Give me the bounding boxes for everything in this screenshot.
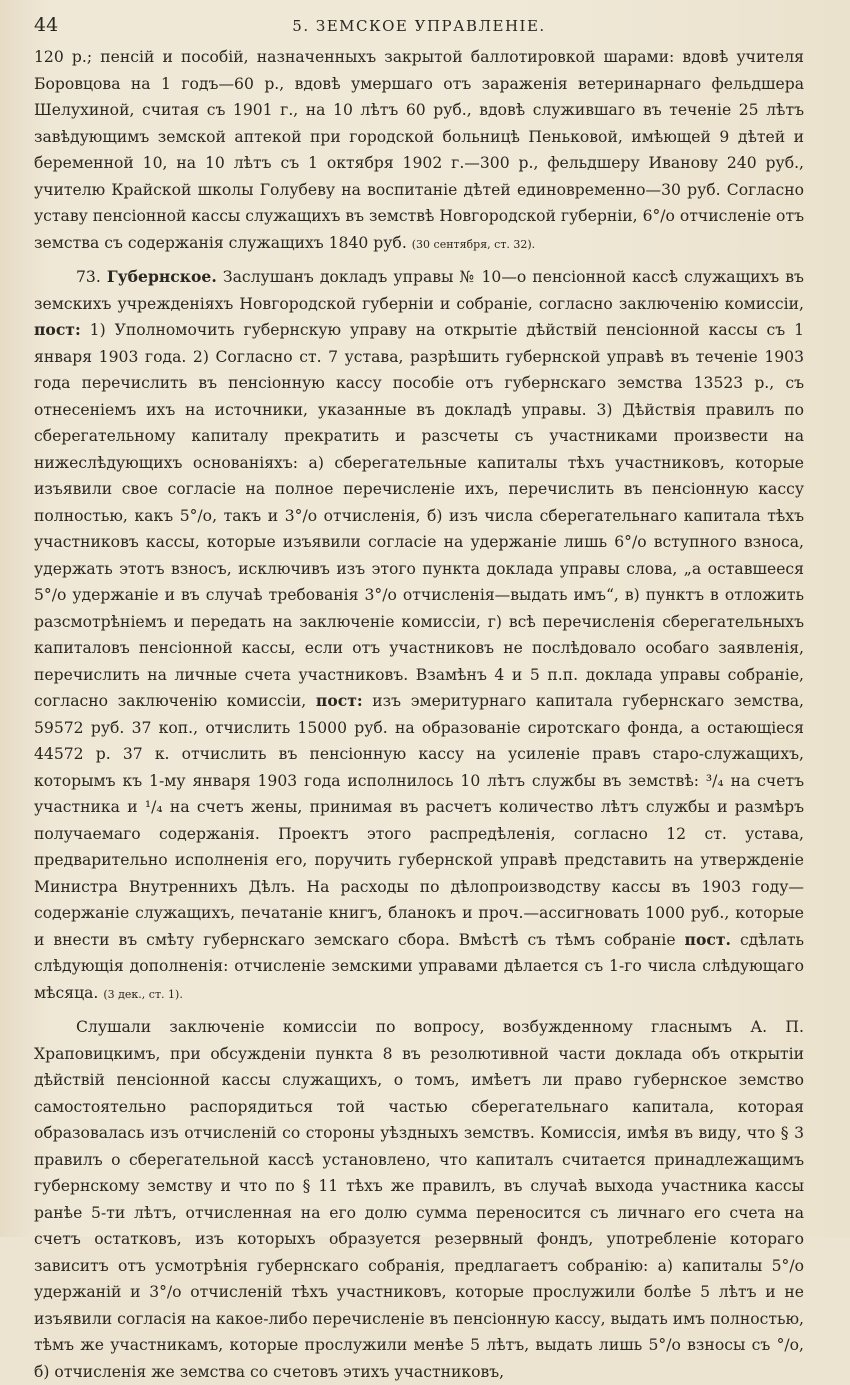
resolution-marker-1: пост: bbox=[34, 320, 81, 339]
paragraph-73-text-a: Заслушанъ докладъ управы № 10—о пенсіонной кассѣ служащихъ въ земскихъ учрежденіяхъ Новгородской губерніи и собраніе, согласно заключенію комиссіи, bbox=[34, 268, 804, 313]
paragraph-73-text-c: изъ эмеритурнаго капитала губернскаго земства, 59572 руб. 37 коп., отчислить 15000 руб. на образованіе сиротскаго фонда, а остающіеся 44572 р. 37 к. отчислить въ пенсіонную кассу на усиленіе правъ старо-служащихъ, которымъ къ 1-му января 1903 года исполнилось 10 лѣтъ службы въ земствѣ: ³/₄ на счетъ участника и ¹/₄ на счетъ жены, принимая въ расчетъ количество лѣтъ службы и размѣръ получаемаго содержанія. Проектъ этого распредѣленія, согласно 12 ст. устава, предварительно исполненія его, поручить губернской управѣ представить на утвержденіе Министра Внутреннихъ Дѣлъ. На расходы по дѣлопроизводству кассы въ 1903 году—содержаніе служащихъ, печатаніе книгъ, бланокъ и проч.—ассигновать 1000 руб., которые и внести въ смѣту губернскаго земскаго сбора. Вмѣстѣ съ тѣмъ собраніе bbox=[34, 692, 804, 949]
paragraph-73-text-d: сдѣлать слѣдующія дополненія: отчисленіе земскими управами дѣлается съ 1-го числа слѣдующаго мѣсяца. bbox=[34, 930, 804, 1002]
page-header bbox=[34, 14, 804, 44]
paragraph-pensions bbox=[34, 44, 804, 258]
paragraph-73-number: 73. bbox=[76, 268, 101, 286]
resolution-marker-3: пост. bbox=[684, 929, 731, 949]
paragraph-pensions-reference: (30 сентября, ст. 32). bbox=[411, 237, 536, 251]
paragraph-pensions-text: 120 р.; пенсій и пособій, назначенныхъ закрытой баллотировкой шарами: вдовѣ учителя Боровцова на 1 годъ—60 р., вдовѣ умершаго отъ зараженія ветеринарнаго фельдшера Шелухиной, считая съ 1901 г., на 10 лѣтъ 60 руб., вдовѣ служившаго въ теченіе 25 лѣтъ завѣдующимъ земской аптекой при городской больницѣ Пеньковой, имѣющей 9 дѣтей и беременной 10, на 10 лѣтъ съ 1 октября 1902 г.—300 р., фельдшеру Иванову 240 руб., учителю Крайской школы Голубеву на воспитаніе дѣтей единовременно—30 руб. Согласно уставу пенсіонной кассы служащихъ въ земствѣ Новгородской губерніи, 6°/о отчисленіе отъ земства съ содержанія служащихъ 1840 руб. bbox=[34, 48, 804, 252]
resolution-marker-2: пост: bbox=[315, 691, 363, 710]
paragraph-commission-text: Слушали заключеніе комиссіи по вопросу, возбужденному гласнымъ А. П. Храповицкимъ, при обсужденіи пункта 8 въ резолютивной части доклада объ открытіи дѣйствій пенсіонной кассы служащихъ, о томъ, имѣетъ ли право губернское земство самостоятельно распорядиться той частью сберегательнаго капитала, которая образовалась изъ отчисленій со стороны уѣздныхъ земствъ. Комиссія, имѣя въ виду, что § 3 правилъ о сберегательной кассѣ установлено, что капиталъ считается принадлежащимъ губернскому земству и что по § 11 тѣхъ же правилъ, въ случаѣ выхода участника кассы ранѣе 5-ти лѣтъ, отчисленная на его долю сумма переносится съ личнаго его счета на счетъ остатковъ, изъ которыхъ образуется резервный фондъ, употребленіе котораго зависитъ отъ усмотрѣнія губернскаго собранія, предлагаетъ собранію: а) капиталы 5°/о удержаній и 3°/о отчисленій тѣхъ участниковъ, которые прослужили болѣе 5 лѣтъ и не изъявили согласія на какое-либо перечисленіе въ пенсіонную кассу, выдать имъ полностью, тѣмъ же участникамъ, которые прослужили менѣе 5 лѣтъ, выдать лишь 5°/о взносы съ °/о, б) отчисленія же земства со счетовъ этихъ участниковъ, bbox=[34, 1018, 804, 1381]
paragraph-commission bbox=[34, 1014, 804, 1385]
paragraph-73 bbox=[34, 264, 804, 1008]
page-number: 44 bbox=[34, 14, 59, 36]
paragraph-73-heading: Губернское. bbox=[106, 267, 217, 286]
paragraph-73-reference: (3 дек., ст. 1). bbox=[103, 987, 183, 1001]
section-title: 5. ЗЕМСКОЕ УПРАВЛЕНІЕ. bbox=[292, 17, 546, 35]
paragraph-73-text-b: 1) Уполномочить губернскую управу на открытіе дѣйствій пенсіонной кассы съ 1 января 1903 года. 2) Согласно ст. 7 устава, разрѣшить губернской управѣ въ теченіе 1903 года перечислить въ пенсіонную кассу пособіе отъ губернскаго земства 13523 р., съ отнесеніемъ ихъ на источники, указанные въ докладѣ управы. 3) Дѣйствія правилъ по сберегательному капиталу прекратить и разсчеты съ участниками произвести на нижеслѣдующихъ основаніяхъ: а) сберегательные капиталы тѣхъ участниковъ, которые изъявили свое согласіе на полное перечисленіе ихъ, перечислить въ пенсіонную кассу полностью, какъ 5°/о, такъ и 3°/о отчисленія, б) изъ числа сберегательнаго капитала тѣхъ участниковъ кассы, которые изъявили согласіе на удержаніе лишь 6°/о вступного взноса, удержать этотъ взносъ, исключивъ изъ этого пункта доклада управы слова, „а оставшееся 5°/о удержаніе и въ случаѣ требованія 3°/о отчисленія—выдать имъ“, в) пунктъ в отложить разсмотрѣніемъ и передать на заключеніе комиссіи, г) всѣ перечисленія сберегательныхъ капиталовъ пенсіонной кассы, если отъ участниковъ не послѣдовало особаго заявленія, перечислить на личные счета участниковъ. Взамѣнъ 4 и 5 п.п. доклада управы собраніе, согласно заключенію комиссіи, bbox=[34, 321, 804, 710]
